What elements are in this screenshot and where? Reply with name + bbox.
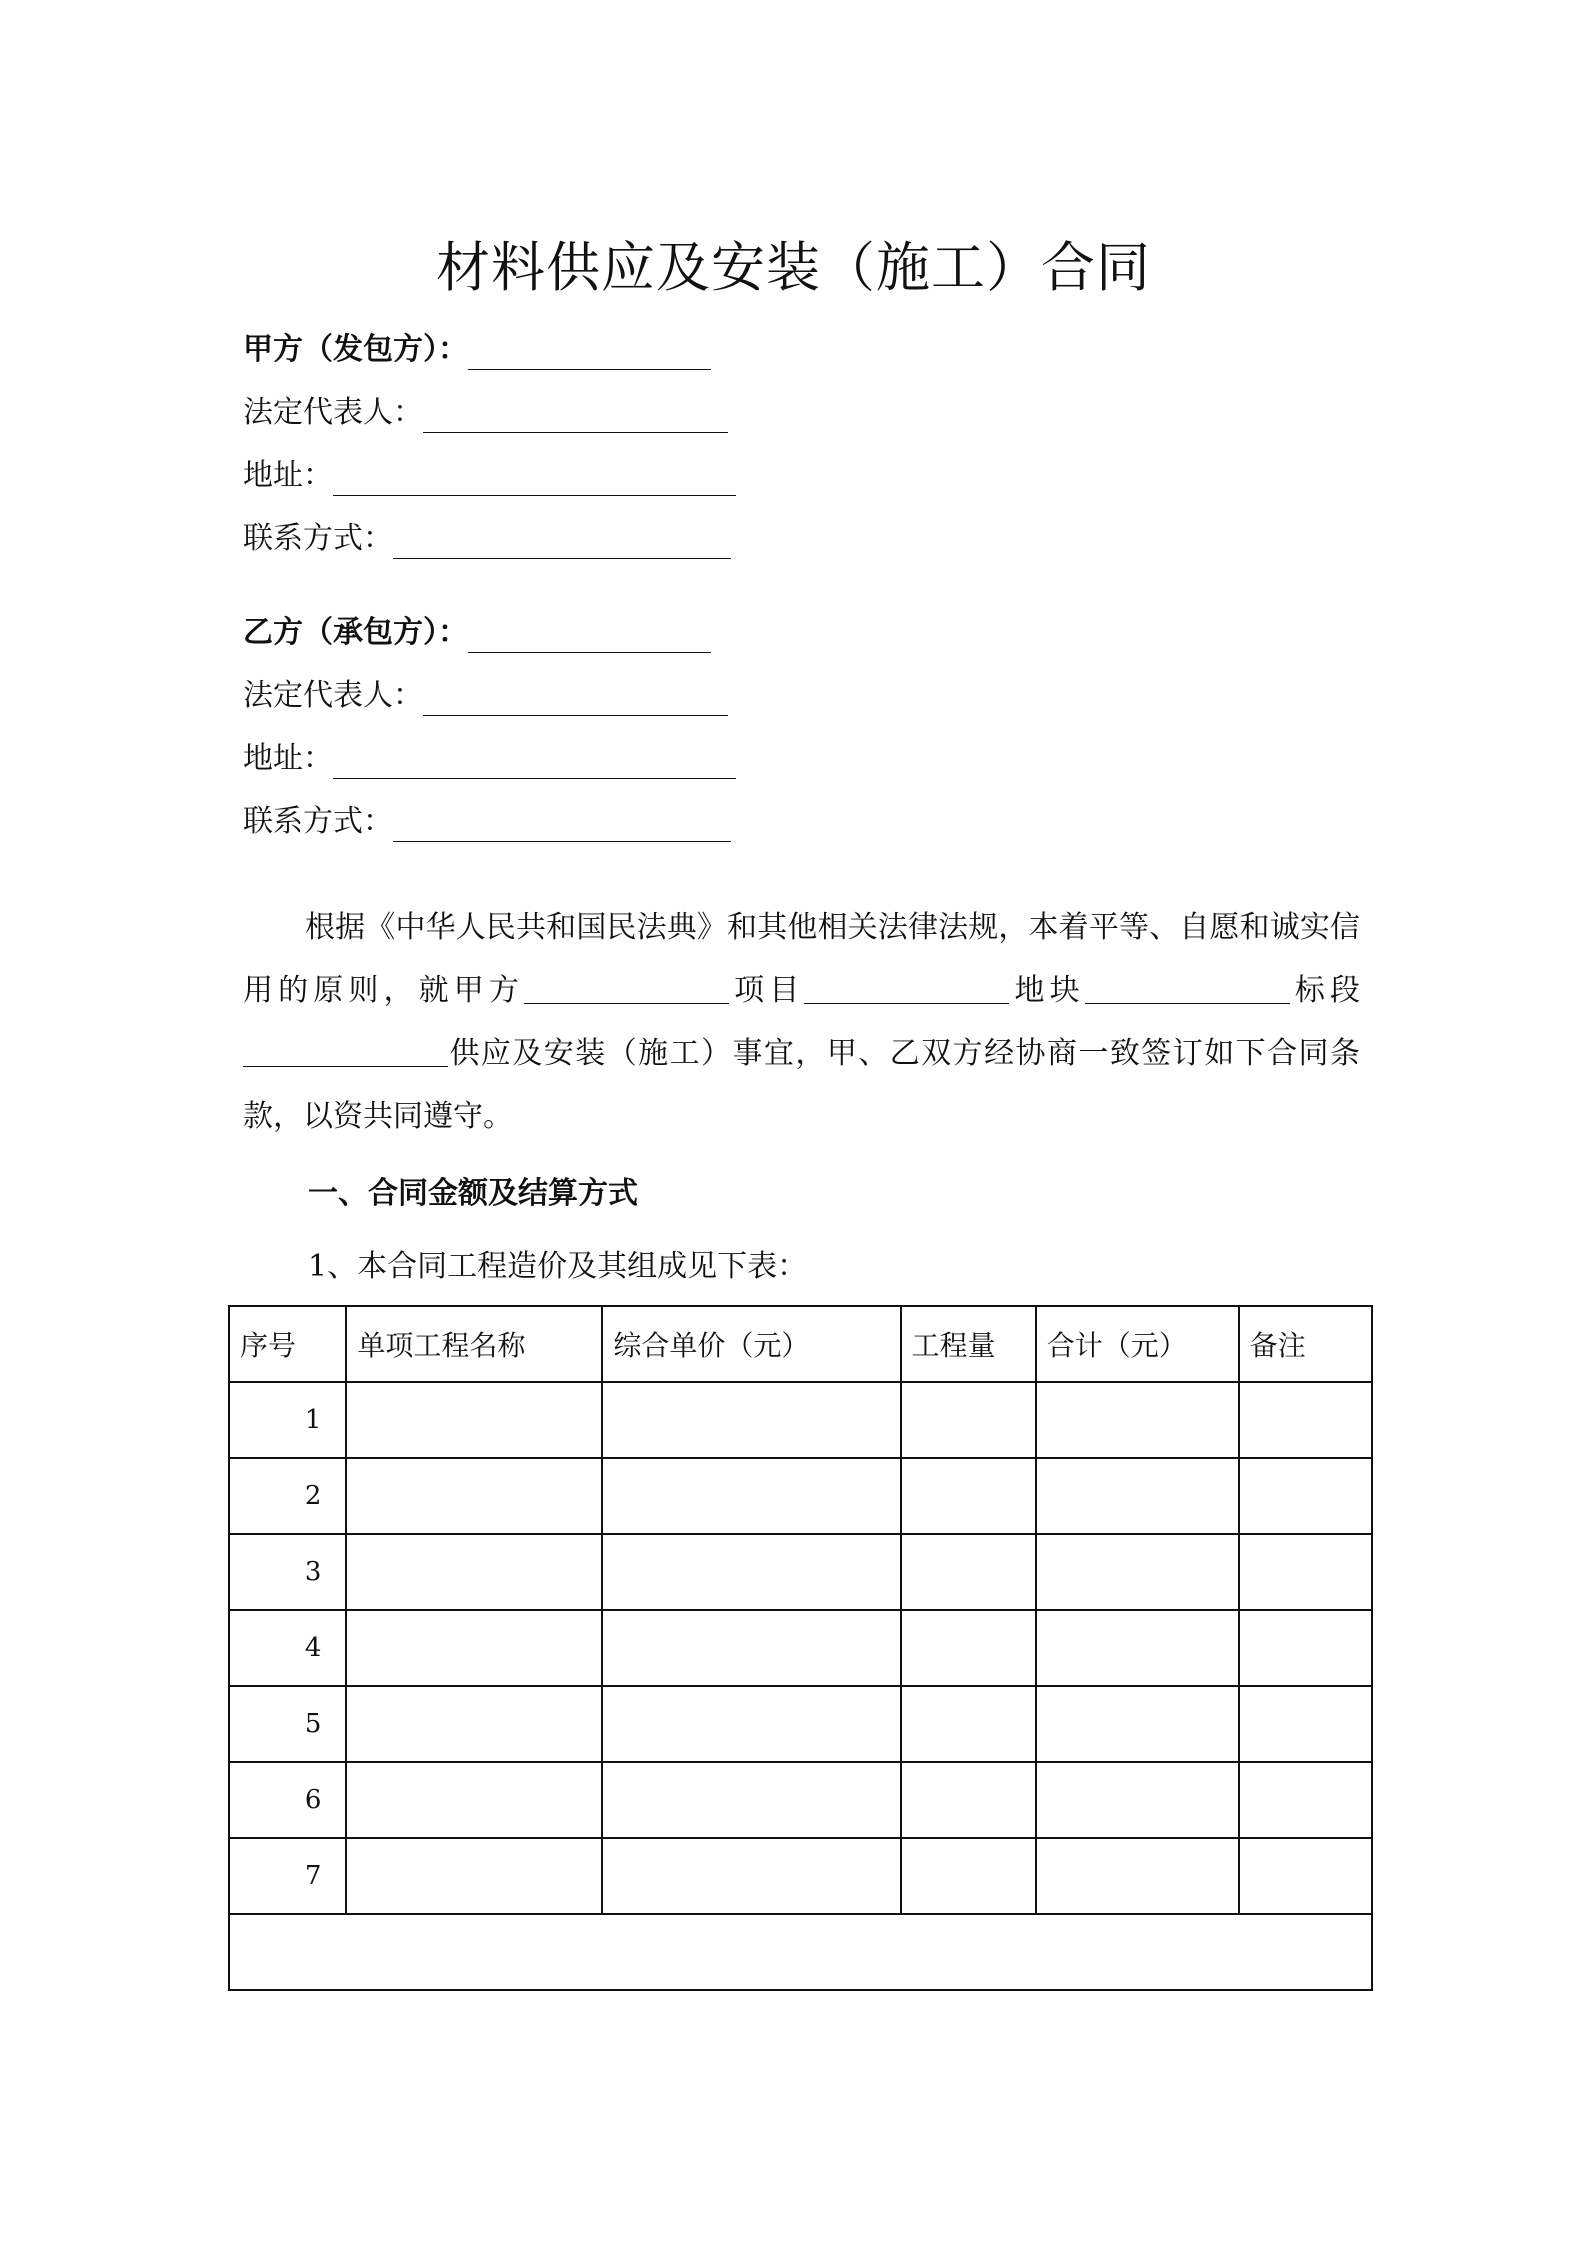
quantity-cell[interactable] [901,1838,1036,1914]
party-a-contact-label: 联系方式： [243,521,393,556]
project-blank[interactable] [524,969,729,1004]
party-b-rep-field [243,676,728,716]
item-name-cell[interactable] [346,1686,602,1762]
intro-text-4: 标段 [1289,973,1360,1008]
party-b-contact-label: 联系方式： [243,804,393,839]
party-b-rep-label: 法定代表人： [243,678,423,713]
party-b-name-field [243,613,711,653]
table-footer-row [229,1914,1372,1990]
table-row [229,1762,1372,1838]
cost-table [228,1305,1373,1991]
party-b-address-blank[interactable] [333,742,736,779]
unit-price-cell[interactable] [602,1534,900,1610]
row-number: 5 [229,1686,346,1762]
party-a-rep-label: 法定代表人： [243,395,423,430]
remarks-cell[interactable] [1239,1686,1372,1762]
row-number: 2 [229,1458,346,1534]
header-item-name: 单项工程名称 [346,1306,602,1382]
document-title: 材料供应及安装（施工）合同 [436,236,1151,299]
party-a-contact-field [243,519,731,559]
intro-text-2: 项目 [729,973,805,1008]
quantity-cell[interactable] [901,1534,1036,1610]
unit-price-cell[interactable] [602,1458,900,1534]
total-cell[interactable] [1036,1610,1239,1686]
row-number: 4 [229,1610,346,1686]
remarks-cell[interactable] [1239,1838,1372,1914]
unit-price-cell[interactable] [602,1762,900,1838]
total-cell[interactable] [1036,1534,1239,1610]
row-number: 1 [229,1382,346,1458]
table-row [229,1610,1372,1686]
remarks-cell[interactable] [1239,1458,1372,1534]
table-row [229,1458,1372,1534]
table-row [229,1686,1372,1762]
quantity-cell[interactable] [901,1458,1036,1534]
header-unit-price: 综合单价（元） [602,1306,900,1382]
material-blank[interactable] [243,1032,448,1067]
remarks-cell[interactable] [1239,1534,1372,1610]
item-name-cell[interactable] [346,1458,602,1534]
party-b-rep-blank[interactable] [423,679,728,716]
party-a-address-field [243,456,736,496]
row-number: 3 [229,1534,346,1610]
intro-text-3: 地块 [1009,973,1085,1008]
intro-paragraph [243,896,1360,1148]
total-cell[interactable] [1036,1686,1239,1762]
party-b-address-field [243,739,736,779]
table-row [229,1838,1372,1914]
row-number: 7 [229,1838,346,1914]
total-cell[interactable] [1036,1838,1239,1914]
header-remarks: 备注 [1239,1306,1372,1382]
party-a-rep-field [243,393,728,433]
total-cell[interactable] [1036,1762,1239,1838]
unit-price-cell[interactable] [602,1610,900,1686]
party-b-contact-field [243,802,731,842]
table-row [229,1382,1372,1458]
unit-price-cell[interactable] [602,1382,900,1458]
header-quantity: 工程量 [901,1306,1036,1382]
intro-text-5: 供应及安装（施工）事宜，甲、乙双方经协商一致签订如下合同条款，以资共同遵守。 [243,1036,1360,1134]
table-footer-cell[interactable] [229,1914,1372,1990]
intro-text-1: 根据《中华人民共和国民法典》和其他相关法律法规，本着平等、自愿和诚实信用的原则，就甲方 [243,910,1360,1008]
quantity-cell[interactable] [901,1610,1036,1686]
table-row [229,1534,1372,1610]
party-a-name-blank[interactable] [468,333,711,370]
unit-price-cell[interactable] [602,1838,900,1914]
quantity-cell[interactable] [901,1382,1036,1458]
party-a-address-label: 地址： [243,458,333,493]
section-blank[interactable] [1085,969,1290,1004]
quantity-cell[interactable] [901,1762,1036,1838]
section-1-heading: 一、合同金额及结算方式 [308,1176,638,1211]
party-b-name-label: 乙方（承包方）： [243,615,468,650]
remarks-cell[interactable] [1239,1762,1372,1838]
party-b-name-blank[interactable] [468,616,711,653]
party-a-address-blank[interactable] [333,459,736,496]
item-name-cell[interactable] [346,1382,602,1458]
unit-price-cell[interactable] [602,1686,900,1762]
total-cell[interactable] [1036,1458,1239,1534]
land-parcel-blank[interactable] [804,969,1009,1004]
item-name-cell[interactable] [346,1762,602,1838]
party-a-contact-blank[interactable] [393,522,731,559]
party-b-address-label: 地址： [243,741,333,776]
table-header-row [229,1306,1372,1382]
party-b-contact-blank[interactable] [393,805,731,842]
party-a-rep-blank[interactable] [423,396,728,433]
quantity-cell[interactable] [901,1686,1036,1762]
remarks-cell[interactable] [1239,1610,1372,1686]
party-a-name-label: 甲方（发包方）： [243,332,468,367]
row-number: 6 [229,1762,346,1838]
clause-1: 1、本合同工程造价及其组成见下表： [308,1249,808,1284]
party-a-name-field [243,330,711,370]
remarks-cell[interactable] [1239,1382,1372,1458]
header-seq: 序号 [229,1306,346,1382]
item-name-cell[interactable] [346,1838,602,1914]
header-total: 合计（元） [1036,1306,1239,1382]
total-cell[interactable] [1036,1382,1239,1458]
item-name-cell[interactable] [346,1610,602,1686]
item-name-cell[interactable] [346,1534,602,1610]
